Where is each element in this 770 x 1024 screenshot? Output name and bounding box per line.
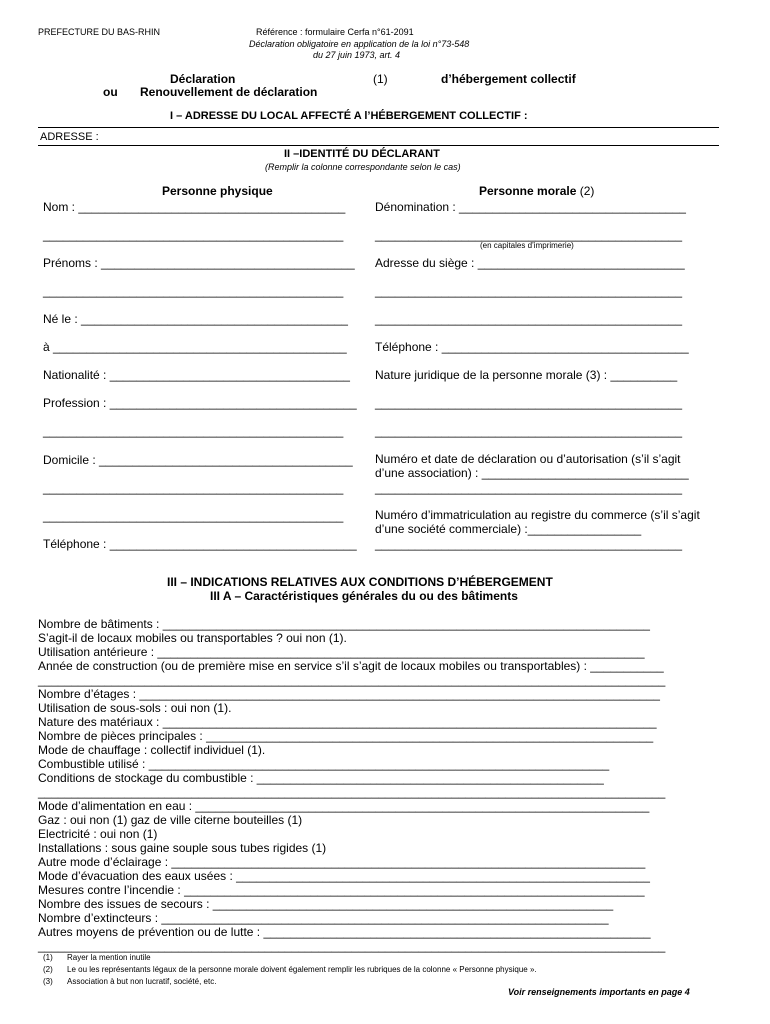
- section1-title: I – ADRESSE DU LOCAL AFFECTÉ A l’HÉBERGEMENT COLLECTIF :: [170, 110, 528, 122]
- title-hebergement: d’hébergement collectif: [441, 72, 576, 86]
- nature-juridique-field[interactable]: Nature juridique de la personne morale (3) : __________: [375, 368, 678, 382]
- telephone-morale-field[interactable]: Téléphone : _____________________________________: [375, 340, 689, 354]
- nature-line2[interactable]: ______________________________________________: [375, 396, 682, 410]
- prenoms-line2[interactable]: _____________________________________________: [43, 284, 344, 298]
- siege-line3[interactable]: ______________________________________________: [375, 312, 682, 326]
- numero-declaration-field[interactable]: Numéro et date de déclaration ou d’autorisation (s’il s’agit d’une association) : _______________________________: [375, 452, 689, 480]
- footnote-1-num: (1): [43, 953, 53, 962]
- ne-le-field[interactable]: Né le : ________________________________________: [43, 312, 348, 326]
- numero-immatriculation-line2[interactable]: ______________________________________________: [375, 537, 682, 551]
- profession-field[interactable]: Profession : _____________________________________: [43, 396, 357, 410]
- reference-label: Référence : formulaire Cerfa n°61-2091: [256, 27, 414, 37]
- evacuation-eaux-field[interactable]: Mode d’évacuation des eaux usées : ______________________________________________________________: [38, 869, 650, 883]
- denomination-line2[interactable]: ______________________________________________: [375, 228, 682, 242]
- nombre-batiments-field[interactable]: Nombre de bâtiments : _________________________________________________________________________: [38, 617, 650, 631]
- personne-morale-header-wrap: [479, 184, 594, 198]
- section2-subtitle: (Remplir la colonne correspondante selon le cas): [265, 162, 461, 172]
- title-note: (1): [373, 72, 388, 86]
- nationalite-field[interactable]: Nationalité : ____________________________________: [43, 368, 350, 382]
- footnote-3-num: (3): [43, 977, 53, 986]
- footnote-3-text: Association à but non lucratif, société, etc.: [67, 977, 217, 986]
- extincteurs-field[interactable]: Nombre d’extincteurs : ___________________________________________________________________: [38, 911, 609, 925]
- numero-immatriculation-field[interactable]: Numéro d’immatriculation au registre du commerce (s’il s’agit d’une société commerciale) :_________________: [375, 508, 700, 536]
- issues-secours-field[interactable]: Nombre des issues de secours : ____________________________________________________________: [38, 897, 614, 911]
- nature-line3[interactable]: ______________________________________________: [375, 424, 682, 438]
- combustible-field[interactable]: Combustible utilisé : _____________________________________________________________________: [38, 757, 610, 771]
- domicile-line2[interactable]: _____________________________________________: [43, 481, 344, 495]
- footnote-2-num: (2): [43, 965, 53, 974]
- incendie-field[interactable]: Mesures contre l’incendie : _____________________________________________________________________: [38, 883, 645, 897]
- installations-field[interactable]: Installations : sous gaine souple sous tubes rigides (1): [38, 841, 327, 855]
- telephone-physique-field[interactable]: Téléphone : _____________________________________: [43, 537, 357, 551]
- title-declaration: Déclaration: [170, 72, 236, 86]
- personne-physique-header: Personne physique: [162, 184, 273, 198]
- footnote-2-text: Le ou les représentants légaux de la personne morale doivent également remplir les rubriques de la colonne « Personne physique ».: [67, 965, 537, 974]
- electricite-field[interactable]: Electricité : oui non (1): [38, 827, 158, 841]
- pieces-principales-field[interactable]: Nombre de pièces principales : ___________________________________________________________________: [38, 729, 654, 743]
- locaux-mobiles-field[interactable]: S’agit-il de locaux mobiles ou transportables ? oui non (1).: [38, 631, 347, 645]
- section1-rule: [38, 127, 719, 128]
- utilisation-anterieure-field[interactable]: Utilisation antérieure : _________________________________________________________________________: [38, 645, 645, 659]
- section2-title: II –IDENTITÉ DU DÉCLARANT: [284, 148, 440, 160]
- prefecture-label: PREFECTURE DU BAS-RHIN: [38, 27, 161, 37]
- mode-chauffage-field[interactable]: Mode de chauffage : collectif individuel (1).: [38, 743, 266, 757]
- title-renouvellement: Renouvellement de déclaration: [140, 85, 318, 99]
- gaz-field[interactable]: Gaz : oui non (1) gaz de ville citerne bouteilles (1): [38, 813, 303, 827]
- footer-note: Voir renseignements importants en page 4: [508, 987, 690, 997]
- autres-moyens-line2[interactable]: ______________________________________________________________________________________________: [38, 939, 666, 953]
- nom-line2[interactable]: _____________________________________________: [43, 228, 344, 242]
- law-reference-line2: du 27 juin 1973, art. 4: [313, 50, 401, 60]
- domicile-line3[interactable]: _____________________________________________: [43, 509, 344, 523]
- numero-declaration-line2[interactable]: ______________________________________________: [375, 481, 682, 495]
- sous-sols-field[interactable]: Utilisation de sous-sols : oui non (1).: [38, 701, 232, 715]
- section3-title: III – INDICATIONS RELATIVES AUX CONDITIONS D’HÉBERGEMENT: [167, 575, 553, 589]
- address-rule: [38, 145, 719, 146]
- siege-field[interactable]: Adresse du siège : _______________________________: [375, 256, 685, 270]
- capitales-note: (en capitales d’imprimerie): [480, 241, 574, 250]
- section3a-subtitle: III A – Caractéristiques générales du ou des bâtiments: [210, 589, 518, 603]
- domicile-field[interactable]: Domicile : ______________________________________: [43, 453, 353, 467]
- footnote-1-text: Rayer la mention inutile: [67, 953, 151, 962]
- stockage-line2[interactable]: ______________________________________________________________________________________________: [38, 785, 666, 799]
- title-ou: ou: [103, 85, 118, 99]
- annee-construction-line2[interactable]: ______________________________________________________________________________________________: [38, 673, 666, 687]
- address-label: ADRESSE :: [40, 131, 99, 143]
- denomination-field[interactable]: Dénomination : __________________________________: [375, 200, 686, 214]
- personne-morale-note: (2): [579, 184, 595, 198]
- nombre-etages-field[interactable]: Nombre d’étages : ______________________________________________________________________________: [38, 687, 660, 701]
- alimentation-eau-field[interactable]: Mode d’alimentation en eau : ____________________________________________________________________: [38, 799, 650, 813]
- eclairage-field[interactable]: Autre mode d’éclairage : _______________________________________________________________________: [38, 855, 646, 869]
- autres-moyens-field[interactable]: Autres moyens de prévention ou de lutte : __________________________________________________________: [38, 925, 651, 939]
- nature-materiaux-field[interactable]: Nature des matériaux : __________________________________________________________________________: [38, 715, 657, 729]
- annee-construction-field[interactable]: Année de construction (ou de première mise en service s’il s’agit de locaux mobiles ou transportables) : ___________: [38, 659, 664, 673]
- personne-morale-header: Personne morale: [479, 184, 577, 198]
- nom-field[interactable]: Nom : ________________________________________: [43, 200, 346, 214]
- lieu-naissance-field[interactable]: à ____________________________________________: [43, 340, 347, 354]
- law-reference-line1: Déclaration obligatoire en application de la loi n°73-548: [249, 39, 470, 49]
- profession-line2[interactable]: _____________________________________________: [43, 424, 344, 438]
- stockage-combustible-field[interactable]: Conditions de stockage du combustible : ____________________________________________________: [38, 771, 604, 785]
- siege-line2[interactable]: ______________________________________________: [375, 284, 682, 298]
- prenoms-field[interactable]: Prénoms : ______________________________________: [43, 256, 355, 270]
